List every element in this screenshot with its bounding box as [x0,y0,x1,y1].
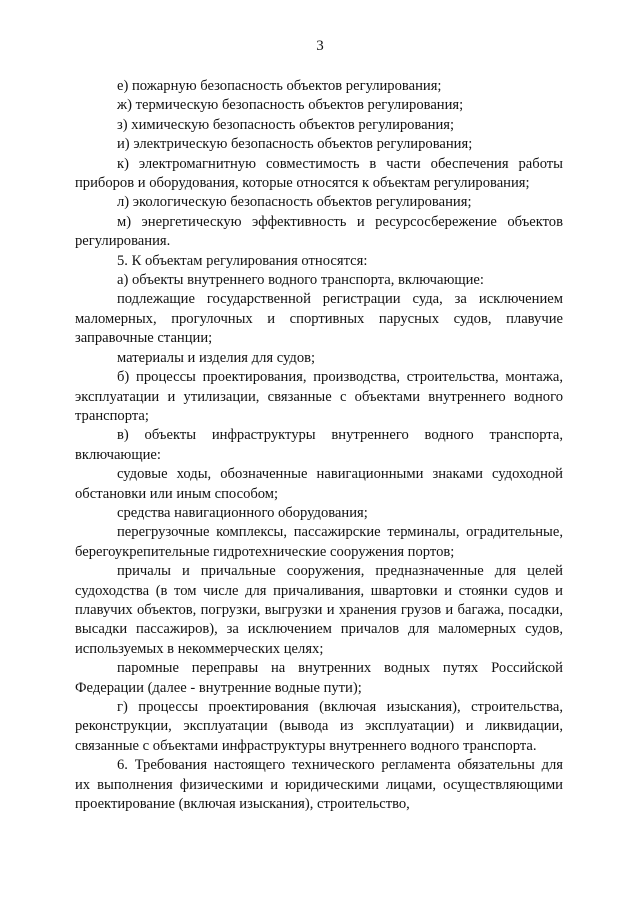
paragraph-item-k: к) электромагнитную совместимость в части обеспечения работы приборов и оборудования, которые относятся к объектам регулирования; [75,155,563,192]
paragraph-section-6: 6. Требования настоящего технического регламента обязательны для их выполнения физическими и юридическими лицами, осуществляющими проектирование (включая изыскания), строительство, [75,757,563,813]
paragraph-item-v: в) объекты инфраструктуры внутреннего водного транспорта, включающие: [75,427,563,463]
paragraph-item-a: а) объекты внутреннего водного транспорта, включающие: [117,272,484,289]
paragraph-section-5: 5. К объектам регулирования относятся: [117,252,368,269]
paragraph-item-e: е) пожарную безопасность объектов регулирования; [117,78,442,94]
paragraph-item-z: з) химическую безопасность объектов регулирования; [117,116,455,133]
paragraph-item-m: м) энергетическую эффективность и ресурсосбережение объектов регулирования. [75,213,563,250]
paragraph-terminals: перегрузочные комплексы, пассажирские терминалы, оградительные, берегоукрепительные гидротехнические сооружения портов; [75,524,563,560]
page-number: 3 [316,38,324,54]
paragraph-ship-routes: судовые ходы, обозначенные навигационными знаками судоходной обстановки или иным способом; [75,466,563,502]
paragraph-navigation-equipment: средства навигационного оборудования; [117,504,368,521]
paragraph-ferries: паромные переправы на внутренних водных путях Российской Федерации (далее - внутренние водные пути); [75,660,563,696]
document-body [75,77,563,814]
paragraph-berths: причалы и причальные сооружения, предназначенные для целей судоходства (в том числе для причаливания, швартовки и стоянки судов и плавучих объектов, погрузки, выгрузки и хранения грузов и багажа, посадки, высадки пассажиров), за исключением причалов для маломерных судов, используемых в некоммерческих целях; [75,563,563,657]
paragraph-item-b: б) процессы проектирования, производства, строительства, монтажа, эксплуатации и утилизации, связанные с объектами внутреннего водного транспорта; [75,369,563,424]
paragraph-item-i: и) электрическую безопасность объектов регулирования; [117,136,473,153]
paragraph-item-zh: ж) термическую безопасность объектов регулирования; [117,97,464,114]
paragraph-vessels: подлежащие государственной регистрации суда, за исключением маломерных, прогулочных и спортивных парусных судов, плавучие заправочные станции; [75,291,563,347]
paragraph-materials: материалы и изделия для судов; [117,349,316,366]
paragraph-item-g: г) процессы проектирования (включая изыскания), строительства, реконструкции, эксплуатации (вывода из эксплуатации) и ликвидации, связанные с объектами инфраструктуры внутреннего водного транспорта. [75,699,563,754]
paragraph-item-l: л) экологическую безопасность объектов регулирования; [117,194,472,211]
